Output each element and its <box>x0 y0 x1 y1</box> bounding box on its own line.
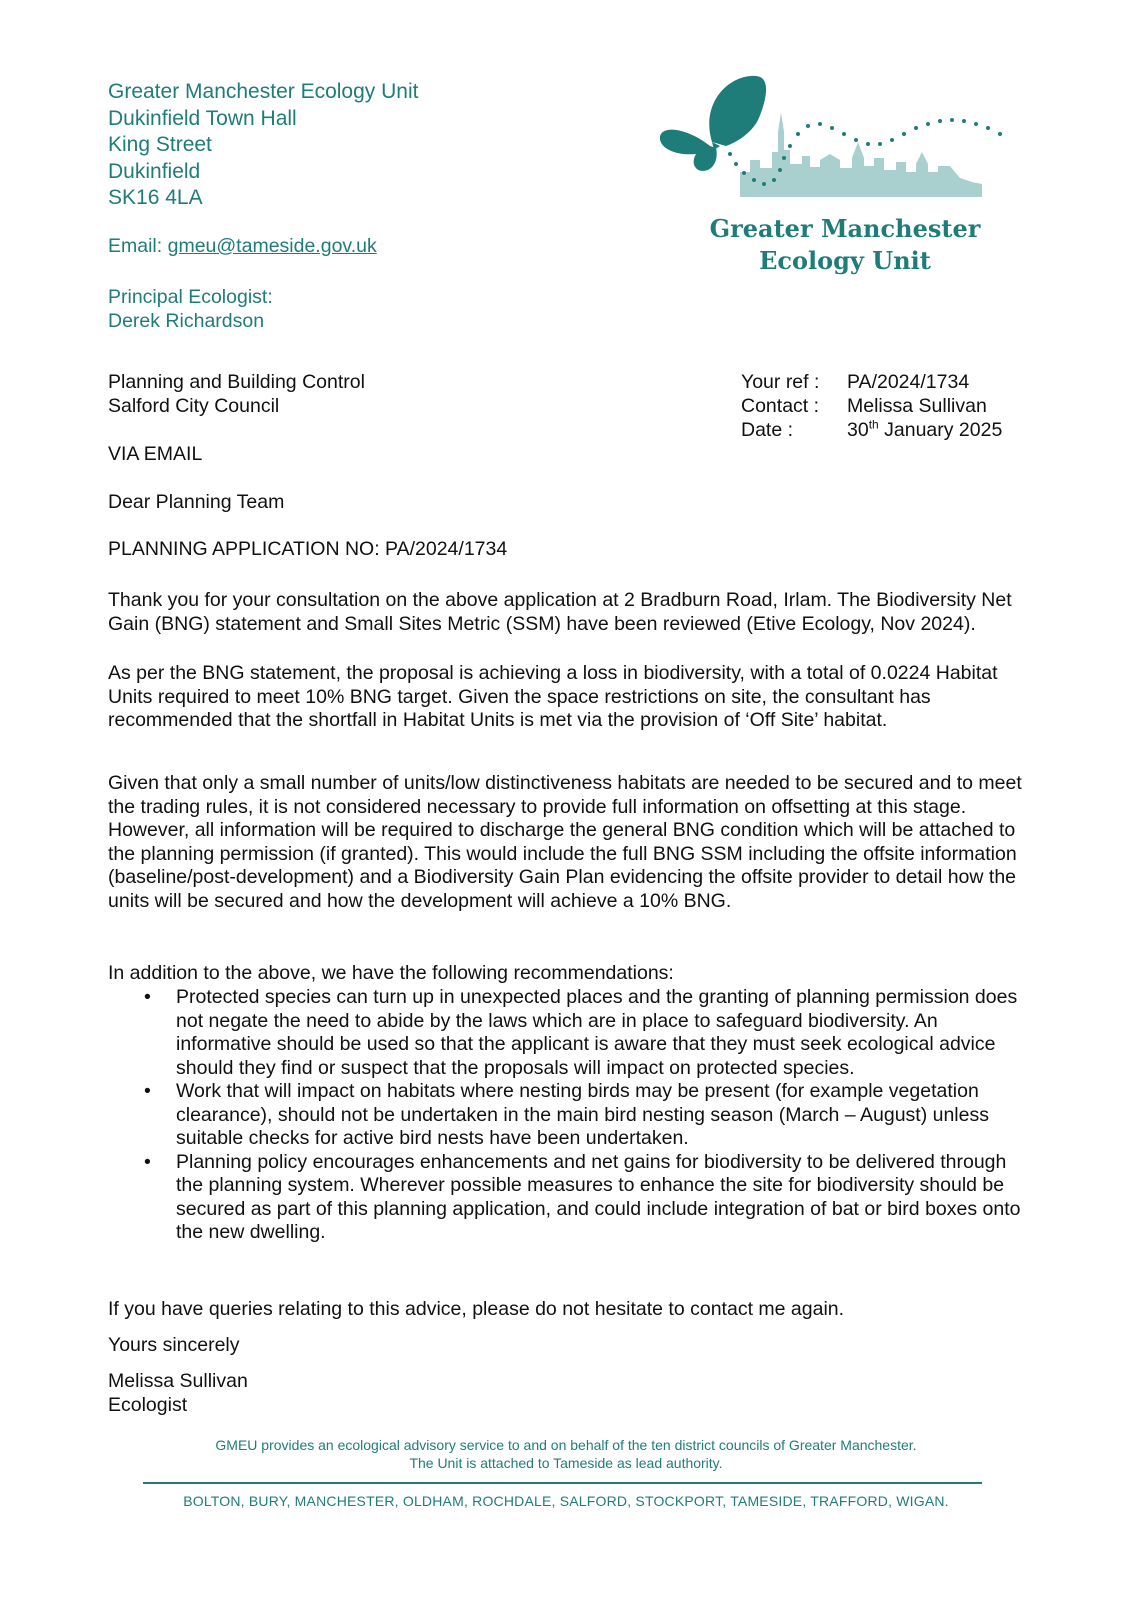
footer-divider <box>143 1482 982 1484</box>
gmeu-logo-graphic <box>660 72 1030 207</box>
sender-postcode: SK16 4LA <box>108 186 203 209</box>
salutation: Dear Planning Team <box>108 491 285 513</box>
recommendation-text: Planning policy encourages enhancements and net gains for biodiversity to be delivered through the planning system. Wherever possible measures to enhance the site for biodiversity should be secured as part of this planning application, and could include integration of bat or bird boxes onto the new dwelling. <box>176 1150 1021 1243</box>
logo-line-2: Ecology Unit <box>759 246 931 275</box>
your-ref-row <box>741 370 1002 394</box>
city-skyline-icon <box>740 112 982 197</box>
footer-note <box>100 1437 1032 1472</box>
signatory-name: Melissa Sullivan <box>108 1370 248 1392</box>
contact-value: Melissa Sullivan <box>847 395 987 417</box>
recipient-address <box>108 370 365 418</box>
date-label: Date : <box>741 419 794 441</box>
recommendation-text: Work that will impact on habitats where nesting birds may be present (for example vegetation clearance), should not be undertaken in the main bird nesting season (March – August) unless suitable checks for active bird nests have been undertaken. <box>176 1080 989 1149</box>
via-email: VIA EMAIL <box>108 443 203 465</box>
date-value <box>847 418 1002 442</box>
recipient-line: Salford City Council <box>108 395 280 417</box>
recommendations-list <box>108 986 1028 1245</box>
recommendation-text: Protected species can turn up in unexpected places and the granting of planning permission does not negate the need to abide by the laws which are in place to safeguard biodiversity. An informative should be used so that the applicant is aware that they must seek ecological advice should they find or suspect that the proposals will impact on protected species. <box>176 986 1018 1079</box>
butterfly-icon <box>660 76 766 171</box>
bullet-icon: • <box>144 1150 151 1173</box>
gmeu-logo-text <box>700 213 990 277</box>
reference-block <box>741 370 1002 442</box>
signatory-title: Ecologist <box>108 1394 188 1416</box>
contact-label: Contact : <box>741 395 820 417</box>
sender-address <box>108 79 418 212</box>
logo-line-1: Greater Manchester <box>709 214 981 243</box>
closing-paragraph: If you have queries relating to this advice, please do not hesitate to contact me again. <box>108 1298 845 1320</box>
date-suffix: th <box>868 417 879 432</box>
principal-name: Derek Richardson <box>108 310 265 332</box>
bullet-icon: • <box>144 1080 151 1102</box>
recommendations-intro: In addition to the above, we have the following recommendations: <box>108 962 674 984</box>
recipient-line: Planning and Building Control <box>108 371 365 393</box>
your-ref-label: Your ref : <box>741 371 820 393</box>
date-row <box>741 418 1002 442</box>
sender-address-line: Dukinfield Town Hall <box>108 106 297 130</box>
email-link[interactable]: gmeu@tameside.gov.uk <box>167 235 377 257</box>
sender-address-line: Dukinfield <box>108 159 201 183</box>
principal-label: Principal Ecologist: <box>108 286 273 308</box>
list-item <box>108 986 1028 1080</box>
sender-email <box>108 235 377 258</box>
sign-off: Yours sincerely <box>108 1334 240 1356</box>
sender-address-line: King Street <box>108 133 212 156</box>
date-day: 30 <box>847 419 869 441</box>
application-number-heading: PLANNING APPLICATION NO: PA/2024/1734 <box>108 538 508 560</box>
paragraph-offsetting: Given that only a small number of units/low distinctiveness habitats are needed to be secured and to meet the trading rules, it is not considered necessary to provide full information on offsetting at this stage. However, all information will be required to discharge the general BNG condition which will be attached to the planning permission (if granted). This would include the full BNG SSM including the offsite information (baseline/post-development) and a Biodiversity Gain Plan evidencing the offsite provider to detail how the units will be secured and how the development will achieve a 10% BNG. <box>108 772 1022 912</box>
paragraph-consultation: Thank you for your consultation on the above application at 2 Bradburn Road, Irlam. The Biodiversity Net Gain (BNG) statement and Small Sites Metric (SSM) have been reviewed (Etive Ecology, Nov 2024). <box>108 589 1012 635</box>
email-label: Email: <box>108 235 163 257</box>
sender-org-name: Greater Manchester Ecology Unit <box>108 80 419 103</box>
your-ref-value: PA/2024/1734 <box>847 371 970 393</box>
footer-districts: BOLTON, BURY, MANCHESTER, OLDHAM, ROCHDALE, SALFORD, STOCKPORT, TAMESIDE, TRAFFORD, WIGAN. <box>183 1493 949 1509</box>
list-item <box>108 1080 1028 1151</box>
list-item <box>108 1151 1028 1245</box>
signature-block <box>108 1369 248 1417</box>
principal-ecologist <box>108 285 273 333</box>
contact-row <box>741 394 1002 418</box>
date-rest: January 2025 <box>878 419 1003 441</box>
footer-line-1: GMEU provides an ecological advisory service to and on behalf of the ten district councils of Greater Manchester. <box>215 1437 917 1453</box>
bullet-icon: • <box>144 986 151 1008</box>
footer-line-2: The Unit is attached to Tameside as lead authority. <box>409 1454 723 1471</box>
paragraph-bng-statement: As per the BNG statement, the proposal is achieving a loss in biodiversity, with a total of 0.0224 Habitat Units required to meet 10% BNG target. Given the space restrictions on site, the consultant has recommended that the shortfall in Habitat Units is met via the provision of ‘Off Site’ habitat. <box>108 662 998 731</box>
